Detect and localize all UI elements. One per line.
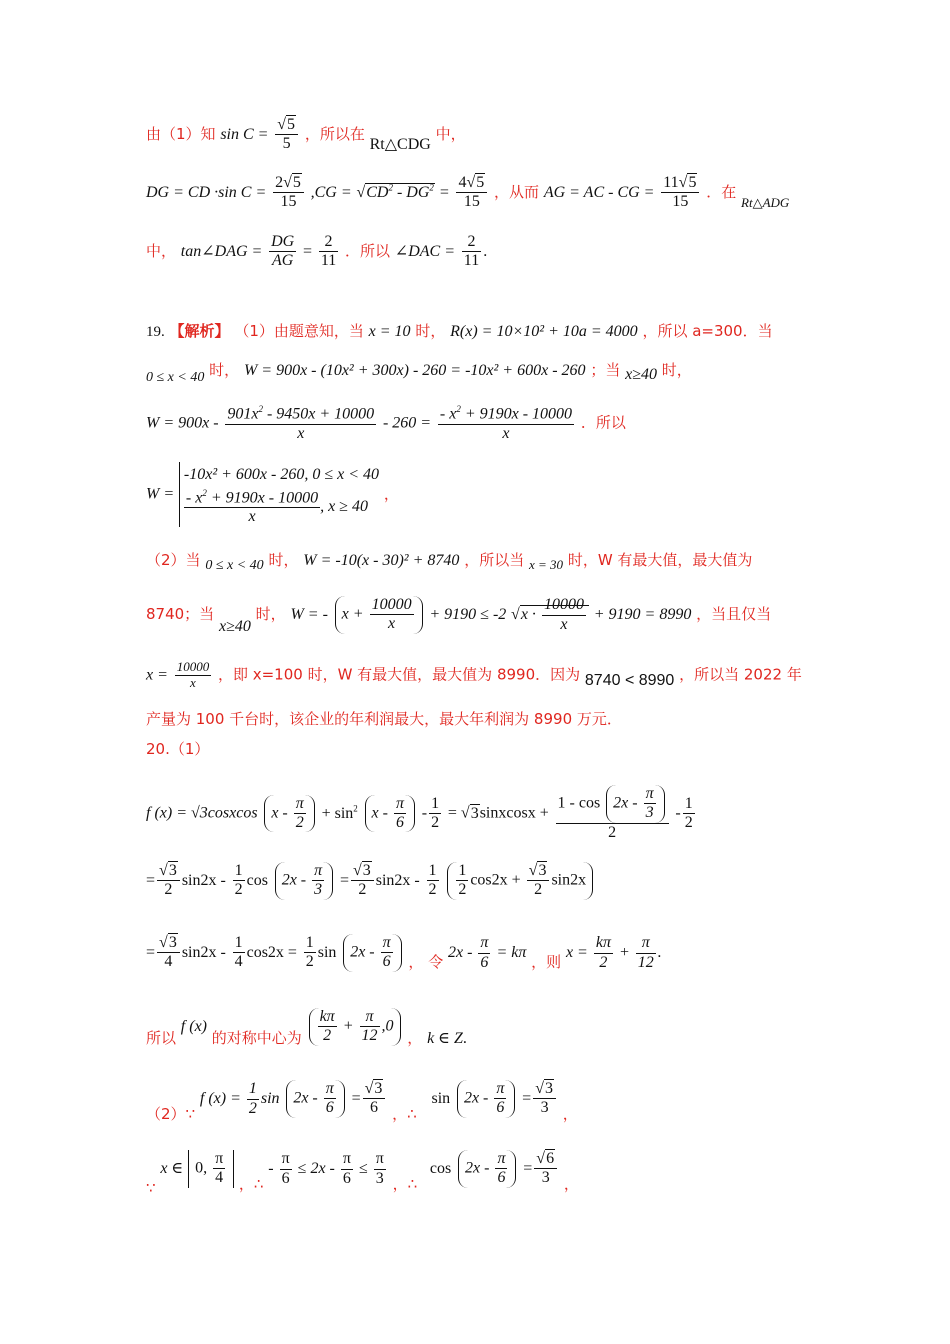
text: 中，: [435, 124, 466, 143]
analysis-tag: 【解析】: [169, 322, 230, 340]
frac: $\frac{1}{2}$: [305, 934, 314, 971]
text: 20.（1）: [146, 740, 210, 758]
line-20-4: = $\frac{√3}{4}$ sin2x - $\frac{1}{4}$ cos2x = $\frac{1}{2}$ sin 2x - $\frac{\pi}{6}$ ， 令 2x - $\frac{\pi}{6}$ = kπ ，则 x = $\frac{k\pi}{2}$ + $\frac{\pi}{12}$ .: [146, 934, 662, 971]
text: ，∴: [392, 1104, 417, 1123]
math-R: R(x) = 10×10² + 10a = 4000: [450, 323, 638, 340]
math-W1: W = 900x - (10x² + 300x) - 260 = -10x² + 600x - 260: [243, 362, 586, 379]
line-19-3: [146, 404, 626, 443]
line-19-1: [146, 324, 773, 340]
line-19-8: [146, 712, 622, 727]
piecewise: [179, 462, 379, 527]
text: ，: [563, 1174, 579, 1193]
line-19-7: [146, 660, 802, 691]
line-20-1: [146, 742, 209, 757]
text: ；当: [590, 361, 621, 379]
frac: $\frac{1}{2}$: [428, 862, 437, 899]
frac: $\frac{DG}{AG}$: [271, 233, 295, 270]
text: ，所以在: [304, 124, 365, 143]
text: （2）当: [146, 551, 201, 569]
frac: $\frac{√3}{2}$: [157, 862, 180, 900]
math: W = 900x -: [146, 414, 219, 432]
math: x = $\frac{k\pi}{2}$ + $\frac{\pi}{12}$ .: [565, 934, 662, 971]
math-sqrt: √x · $\frac{10000}{x}$: [511, 605, 589, 623]
math-ag: AG = AC - CG =: [543, 183, 655, 201]
math-rt-adg: Rt△ADG: [741, 194, 790, 210]
text: ，则: [531, 952, 562, 971]
text: 时，W 有最大值，最大值为: [567, 551, 753, 569]
text: 的对称中心为: [211, 1028, 302, 1047]
frac: $\frac{11√5}{15}$: [661, 174, 699, 212]
math: f (x) = √3cosxcos: [146, 804, 258, 822]
text: ，: [383, 484, 399, 503]
frac: $\frac{1}{2}$: [234, 862, 243, 899]
text: （2）∵: [146, 1104, 196, 1123]
frac: $\frac{√3}{6}$: [363, 1080, 386, 1118]
frac: $\frac{√3}{2}$: [351, 862, 374, 900]
math: x ∈: [160, 1159, 184, 1177]
text: 产量为 100 千台时，该企业的年利润最大，最大年利润为 8990 万元．: [146, 710, 622, 728]
text: 时，: [209, 361, 240, 379]
math: + 9190 ≤ -2: [429, 605, 507, 623]
text: 时，: [661, 361, 692, 379]
text: 由（1）知: [146, 124, 216, 143]
frac: $\frac{- x^2 + 9190x - 10000}{x}$: [439, 404, 573, 442]
math: x≥40: [218, 617, 251, 635]
text: ， 令: [408, 952, 444, 971]
math: 0 ≤ x < 40: [146, 370, 205, 385]
frac: 1 - cos 2x - $\frac{\pi}{3}$ 2: [556, 785, 669, 842]
text: 所以: [146, 1028, 177, 1047]
text: ，从而: [494, 182, 540, 201]
line-19-6: [146, 596, 771, 634]
paren: 2x - $\frac{\pi}{6}$: [458, 1150, 516, 1188]
math: x≥40: [625, 366, 657, 383]
text: ，即 x=100 时，W 有最大值，最大值为 8990．因为: [217, 665, 581, 684]
text: ，∴: [238, 1174, 264, 1193]
paren: x - $\frac{\pi}{6}$: [365, 795, 415, 833]
paren: 2x - $\frac{\pi}{3}$: [275, 862, 333, 900]
math-W: W =: [146, 485, 175, 503]
math-dac: ∠DAC =: [394, 242, 455, 260]
text: 时，: [415, 322, 446, 340]
frac: $\frac{1}{4}$: [234, 934, 243, 971]
text: 时，: [255, 604, 286, 623]
text: 中，: [146, 241, 177, 260]
text: ，: [562, 1104, 578, 1123]
math-tan: tan∠DAG =: [180, 242, 263, 260]
frac: $\frac{901x^2 - 9450x + 10000}{x}$: [227, 404, 375, 442]
paren: x + $\frac{10000}{x}$: [335, 596, 423, 634]
paren: $\frac{1}{2}$ cos2x + $\frac{√3}{2}$ sin2x: [447, 862, 593, 900]
math: 8740 < 8990: [584, 672, 675, 690]
frac: $\frac{2}{11}$: [320, 233, 337, 270]
text: ，当且仅当: [696, 604, 772, 623]
math-sinC: sin C =: [220, 125, 269, 143]
frac: $\frac{10000}{x}$: [176, 659, 210, 690]
math: x =: [146, 666, 168, 684]
paren: $\frac{k\pi}{2}$ + $\frac{\pi}{12}$ ,0: [309, 1008, 401, 1046]
math: x = 30: [528, 557, 564, 572]
line-20-3: = $\frac{√3}{2}$ sin2x - $\frac{1}{2}$ cos 2x - $\frac{\pi}{3}$ = $\frac{√3}{2}$ sin2x - $\frac{1}{2}$ $\frac{1}{2}$ cos2x + $\frac{√3}{2}$ sin2x: [146, 862, 595, 900]
math-kz: k ∈ Z: [427, 1029, 463, 1047]
frac: $\frac{√3}{3}$: [533, 1080, 556, 1118]
math: 0 ≤ x < 40: [205, 558, 264, 573]
frac: $\frac{1}{2}$: [431, 794, 440, 832]
line-19-5: [146, 551, 753, 573]
text: ．所以: [580, 413, 626, 432]
paren: 2x - $\frac{\pi}{6}$: [457, 1080, 515, 1118]
case-2: , x ≥ 40: [320, 497, 368, 515]
math-Wmax1: W = -10(x - 30)² + 8740: [303, 552, 460, 569]
math-rt-cdg: Rt△CDG: [369, 135, 431, 153]
interval: 0, $\frac{\pi}{4}$: [188, 1150, 234, 1188]
frac: $\frac{2}{11}$: [463, 233, 480, 270]
text: ．所以: [345, 241, 391, 260]
math: - 260 =: [382, 414, 432, 432]
math: 2x - $\frac{\pi}{6}$ = kπ: [447, 934, 527, 971]
text: ，所以当: [464, 551, 525, 569]
frac: $\frac{1}{2}$: [684, 794, 693, 832]
frac: $\frac{- x^2 + 9190x - 10000}{x}$: [185, 487, 319, 526]
line-20-6: （2）∵ f (x) = $\frac{1}{2}$ sin 2x - $\frac{\pi}{6}$ = $\frac{√3}{6}$ ，∴ sin 2x - $\frac{\pi}{6}$ = $\frac{√3}{3}$ ，: [146, 1080, 578, 1123]
text: ，∴: [392, 1174, 418, 1193]
line-19-2: [146, 361, 692, 385]
math: W = -: [290, 605, 328, 623]
math-dg: DG = CD ·sin C =: [146, 183, 267, 201]
math-cg: ,CG =: [310, 183, 352, 201]
text: ．在: [706, 182, 737, 201]
text: 8740；当: [146, 604, 215, 623]
text: 时，: [268, 551, 299, 569]
math: x = 10: [368, 323, 411, 340]
frac: $\frac{√6}{3}$: [534, 1150, 557, 1188]
case-1: -10x² + 600x - 260, 0 ≤ x < 40: [183, 466, 380, 483]
math: - $\frac{\pi}{6}$ ≤ 2x - $\frac{\pi}{6}$ ≤ $\frac{\pi}{3}$: [268, 1150, 384, 1187]
line-3: 中， tan∠DAG = $\frac{DG}{AG}$ = $\frac{2}{11}$ ．所以 ∠DAC = $\frac{2}{11}$ .: [146, 233, 488, 270]
paren: 2x - $\frac{\pi}{6}$: [286, 1080, 344, 1118]
line-2: [146, 174, 789, 212]
math: + 9190 = 8990: [593, 605, 692, 623]
math: f (x): [180, 1017, 207, 1035]
line-1: [146, 116, 466, 154]
paren: 2x - $\frac{\pi}{6}$: [343, 934, 401, 972]
question-number: 19.: [146, 324, 165, 340]
math: f (x) = $\frac{1}{2}$ sin: [199, 1080, 280, 1117]
text: ，: [407, 1028, 423, 1047]
frac-root5-5: $\frac{√5}{5}$: [275, 116, 298, 154]
line-20-7: ∵ x ∈ 0, $\frac{\pi}{4}$ ，∴ - $\frac{\pi}{6}$ ≤ 2x - $\frac{\pi}{6}$ ≤ $\frac{\pi}{3}$ ，∴ cos 2x - $\frac{\pi}{6}$ = $\frac{√6}{3}$ ，: [146, 1150, 579, 1197]
text: （1）由题意知，当: [234, 322, 364, 340]
paren: x - $\frac{\pi}{2}$: [264, 795, 314, 833]
math-sqrt: $√CD^2 - DG^2$ =: [356, 182, 450, 201]
frac: $\frac{2√5}{15}$: [273, 174, 304, 212]
text: ，所以当 2022 年: [679, 665, 802, 684]
frac: $\frac{√3}{4}$: [157, 934, 180, 972]
line-20-2: f (x) = √3cosxcos x - $\frac{\pi}{2}$ + $\sin^2 x$ - $\frac{\pi}{6}$ - $\frac{1}{2}$ = √3sinxcosx + 1 - cos 2x - $\frac{\pi}{3}$ 2 - $\frac{1}{2}$: [146, 785, 693, 841]
line-19-4: [146, 462, 399, 527]
line-20-5: 所以 f (x) 的对称中心为 $\frac{k\pi}{2}$ + $\frac{\pi}{12}$ ,0 ， k ∈ Z.: [146, 1008, 467, 1047]
text: ∵: [146, 1178, 156, 1197]
text: ，所以 a=300．当: [642, 322, 773, 340]
frac: $\frac{4√5}{15}$: [456, 174, 487, 212]
